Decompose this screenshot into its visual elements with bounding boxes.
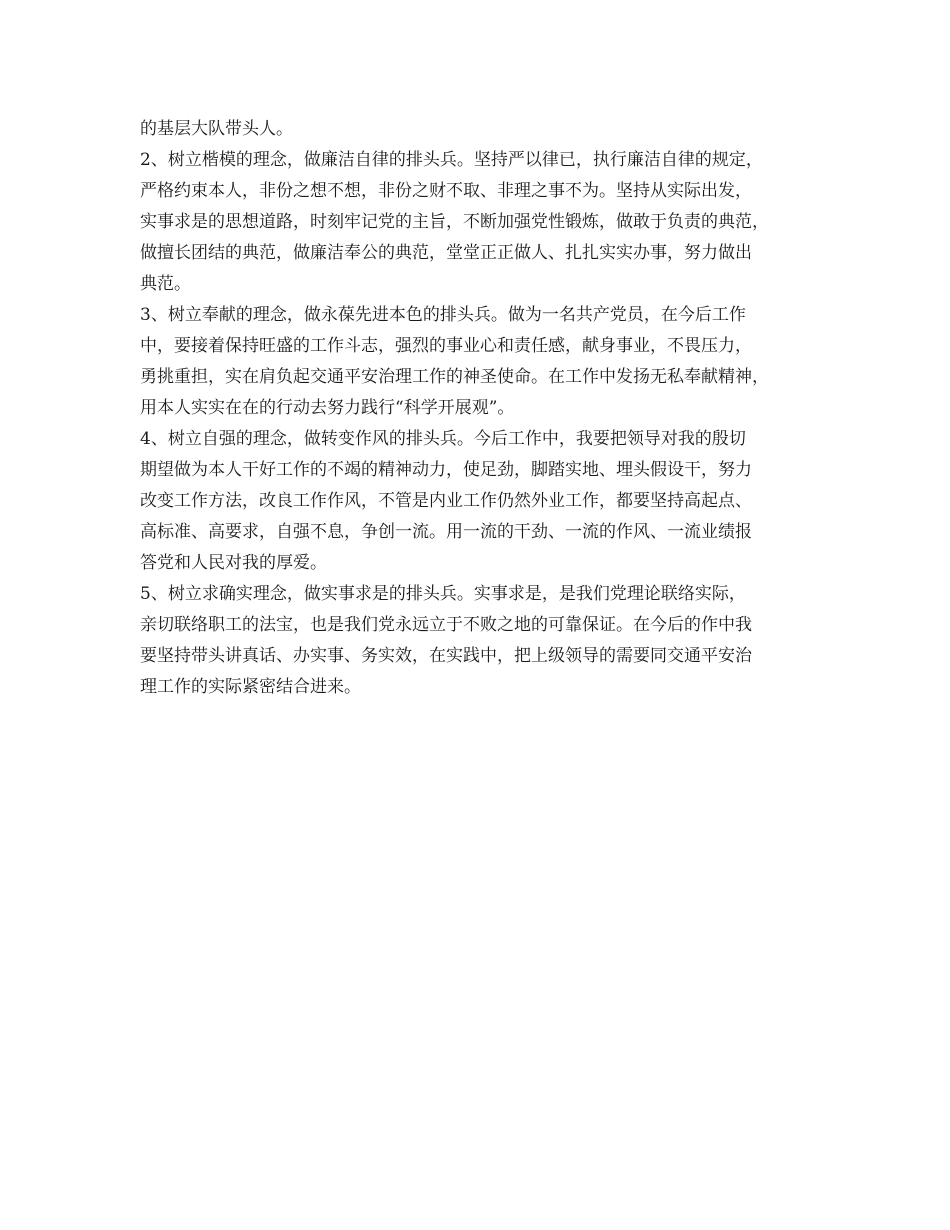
text-line: 典范。: [140, 274, 191, 294]
text-line: 高标准、高要求，自强不息，争创一流。用一流的干劲、一流的作风、一流业绩报: [140, 522, 752, 542]
text-line: 理工作的实际紧密结合进来。: [140, 677, 361, 697]
text-line: 用本人实实在在的行动去努力践行“科学开展观”。: [140, 398, 515, 418]
text-line: 2、树立楷模的理念，做廉洁自律的排头兵。坚持严以律已，执行廉洁自律的规定，: [140, 150, 763, 170]
text-line: 中，要接着保持旺盛的工作斗志，强烈的事业心和责任感，献身事业，不畏压力，: [140, 336, 752, 356]
text-line: 的基层大队带头人。: [140, 119, 293, 139]
text-line: 亲切联络职工的法宝，也是我们党永远立于不败之地的可靠保证。在今后的作中我: [140, 615, 752, 635]
text-line: 实事求是的思想道路，时刻牢记党的主旨，不断加强党性锻炼，做敢于负责的典范，: [140, 212, 769, 232]
text-line: 3、树立奉献的理念，做永葆先进本色的排头兵。做为一名共产党员，在今后工作: [140, 305, 746, 325]
text-line: 5、树立求确实理念，做实事求是的排头兵。实事求是，是我们党理论联络实际，: [140, 584, 746, 604]
text-line: 改变工作方法，改良工作作风，不管是内业工作仍然外业工作，都要坚持高起点、: [140, 491, 752, 511]
text-line: 答党和人民对我的厚爱。: [140, 553, 327, 573]
text-line: 勇挑重担，实在肩负起交通平安治理工作的神圣使命。在工作中发扬无私奉献精神，: [140, 367, 769, 387]
document-body: [140, 114, 840, 703]
text-line: 严格约束本人，非份之想不想，非份之财不取、非理之事不为。坚持从实际出发，: [140, 181, 752, 201]
text-line: 要坚持带头讲真话、办实事、务实效，在实践中，把上级领导的需要同交通平安治: [140, 646, 752, 666]
text-line: 4、树立自强的理念，做转变作风的排头兵。今后工作中，我要把领导对我的殷切: [140, 429, 746, 449]
text-line: 做擅长团结的典范，做廉洁奉公的典范，堂堂正正做人、扎扎实实办事，努力做出: [140, 243, 752, 263]
text-line: 期望做为本人干好工作的不竭的精神动力，使足劲，脚踏实地、埋头假设干，努力: [140, 460, 752, 480]
